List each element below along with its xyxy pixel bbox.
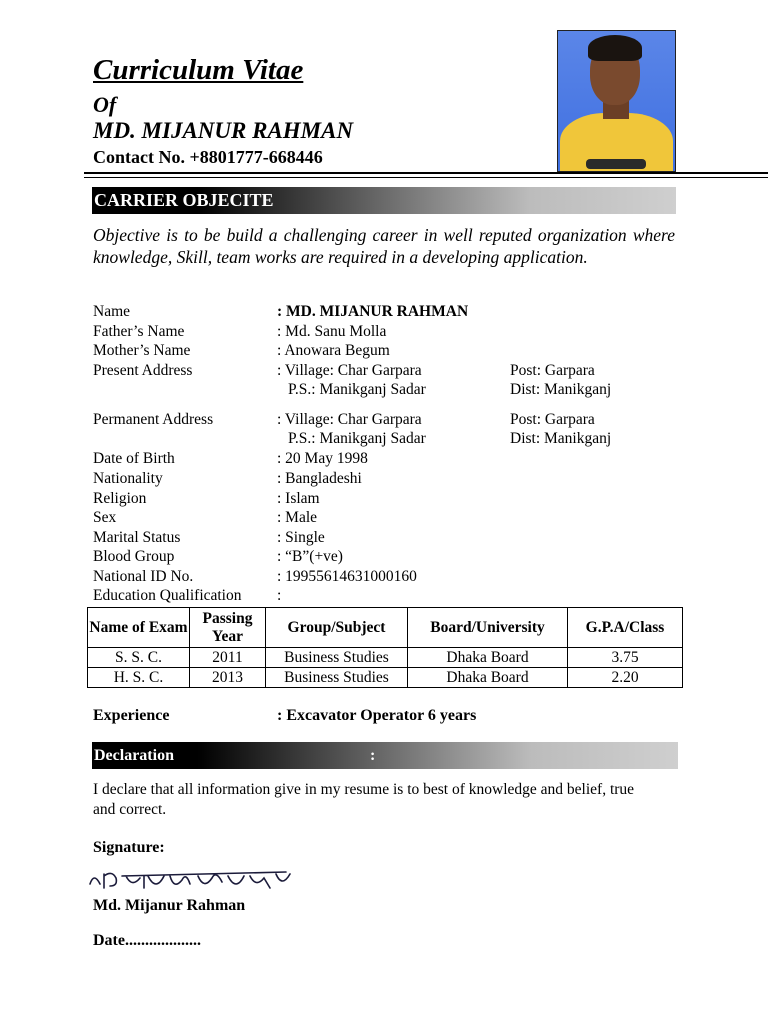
info-label-dob: Date of Birth bbox=[93, 450, 175, 467]
info-label-father: Father’s Name bbox=[93, 323, 185, 340]
cell-gpa: 3.75 bbox=[568, 648, 683, 668]
info-label-mother: Mother’s Name bbox=[93, 342, 191, 359]
info-value-permanent-ps: P.S.: Manikganj Sadar bbox=[288, 430, 426, 447]
cell-board: Dhaka Board bbox=[408, 668, 568, 688]
info-label-present-address: Present Address bbox=[93, 362, 193, 379]
header-rule-thin bbox=[84, 177, 768, 178]
info-value-present-dist: Dist: Manikganj bbox=[510, 381, 612, 398]
experience-value: : Excavator Operator 6 years bbox=[277, 707, 477, 724]
info-value-father: : Md. Sanu Molla bbox=[277, 323, 387, 340]
info-value-marital: : Single bbox=[277, 529, 325, 546]
info-value-dob: : 20 May 1998 bbox=[277, 450, 368, 467]
info-label-sex: Sex bbox=[93, 509, 117, 526]
cv-name: MD. MIJANUR RAHMAN bbox=[93, 118, 354, 143]
info-value-permanent-post: Post: Garpara bbox=[510, 411, 595, 428]
cell-year: 2013 bbox=[190, 668, 266, 688]
objective-heading: CARRIER OBJECITE bbox=[92, 187, 676, 214]
cell-exam: H. S. C. bbox=[88, 668, 190, 688]
info-value-blood: : “B”(+ve) bbox=[277, 548, 343, 565]
info-value-religion: : Islam bbox=[277, 490, 320, 507]
info-label-permanent-address: Permanent Address bbox=[93, 411, 214, 428]
info-value-present-post: Post: Garpara bbox=[510, 362, 595, 379]
cell-exam: S. S. C. bbox=[88, 648, 190, 668]
declaration-text: I declare that all information give in my resume is to best of knowledge and belief, true and correct. bbox=[93, 781, 635, 818]
info-value-name: : MD. MIJANUR RAHMAN bbox=[277, 303, 469, 320]
declaration-heading-label: Declaration bbox=[94, 747, 174, 764]
signature-date: Date................... bbox=[93, 932, 201, 949]
experience-label: Experience bbox=[93, 707, 170, 724]
signature-label: Signature: bbox=[93, 839, 165, 856]
table-header-row bbox=[88, 608, 683, 648]
cell-gpa: 2.20 bbox=[568, 668, 683, 688]
table-row bbox=[88, 668, 683, 688]
table-row bbox=[88, 648, 683, 668]
signature-name: Md. Mijanur Rahman bbox=[93, 897, 246, 914]
col-gpa-class: G.P.A/Class bbox=[568, 608, 683, 648]
contact-number: Contact No. +8801777-668446 bbox=[93, 147, 323, 167]
info-value-permanent-village: : Village: Char Garpara bbox=[277, 411, 422, 428]
cell-year: 2011 bbox=[190, 648, 266, 668]
col-name-of-exam: Name of Exam bbox=[88, 608, 190, 648]
info-value-present-village: : Village: Char Garpara bbox=[277, 362, 422, 379]
profile-photo bbox=[557, 30, 676, 172]
info-label-education: Education Qualification bbox=[93, 587, 242, 604]
info-value-nid: : 19955614631000160 bbox=[277, 568, 417, 585]
col-passing-year: Passing Year bbox=[190, 608, 266, 648]
cell-board: Dhaka Board bbox=[408, 648, 568, 668]
col-board-university: Board/University bbox=[408, 608, 568, 648]
info-value-permanent-dist: Dist: Manikganj bbox=[510, 430, 612, 447]
objective-text: Objective is to be build a challenging career in well reputed organization where knowledge, Skill, team works are required in a developing application. bbox=[93, 225, 675, 267]
info-label-marital: Marital Status bbox=[93, 529, 181, 546]
col-group-subject: Group/Subject bbox=[266, 608, 408, 648]
info-value-education: : bbox=[277, 587, 282, 604]
cv-of: Of bbox=[93, 92, 117, 117]
info-label-nationality: Nationality bbox=[93, 470, 163, 487]
info-label-blood: Blood Group bbox=[93, 548, 175, 565]
education-table bbox=[87, 607, 683, 688]
info-value-present-ps: P.S.: Manikganj Sadar bbox=[288, 381, 426, 398]
info-label-religion: Religion bbox=[93, 490, 147, 507]
cv-title: Curriculum Vitae bbox=[93, 54, 304, 86]
info-label-name: Name bbox=[93, 303, 131, 320]
declaration-heading-colon: : bbox=[370, 747, 376, 764]
info-label-nid: National ID No. bbox=[93, 568, 194, 585]
info-value-sex: : Male bbox=[277, 509, 318, 526]
info-value-mother: : Anowara Begum bbox=[277, 342, 390, 359]
handwritten-signature bbox=[86, 862, 296, 901]
header-rule-thick bbox=[84, 172, 768, 174]
declaration-heading bbox=[92, 742, 678, 769]
cell-subject: Business Studies bbox=[266, 648, 408, 668]
info-value-nationality: : Bangladeshi bbox=[277, 470, 362, 487]
cell-subject: Business Studies bbox=[266, 668, 408, 688]
